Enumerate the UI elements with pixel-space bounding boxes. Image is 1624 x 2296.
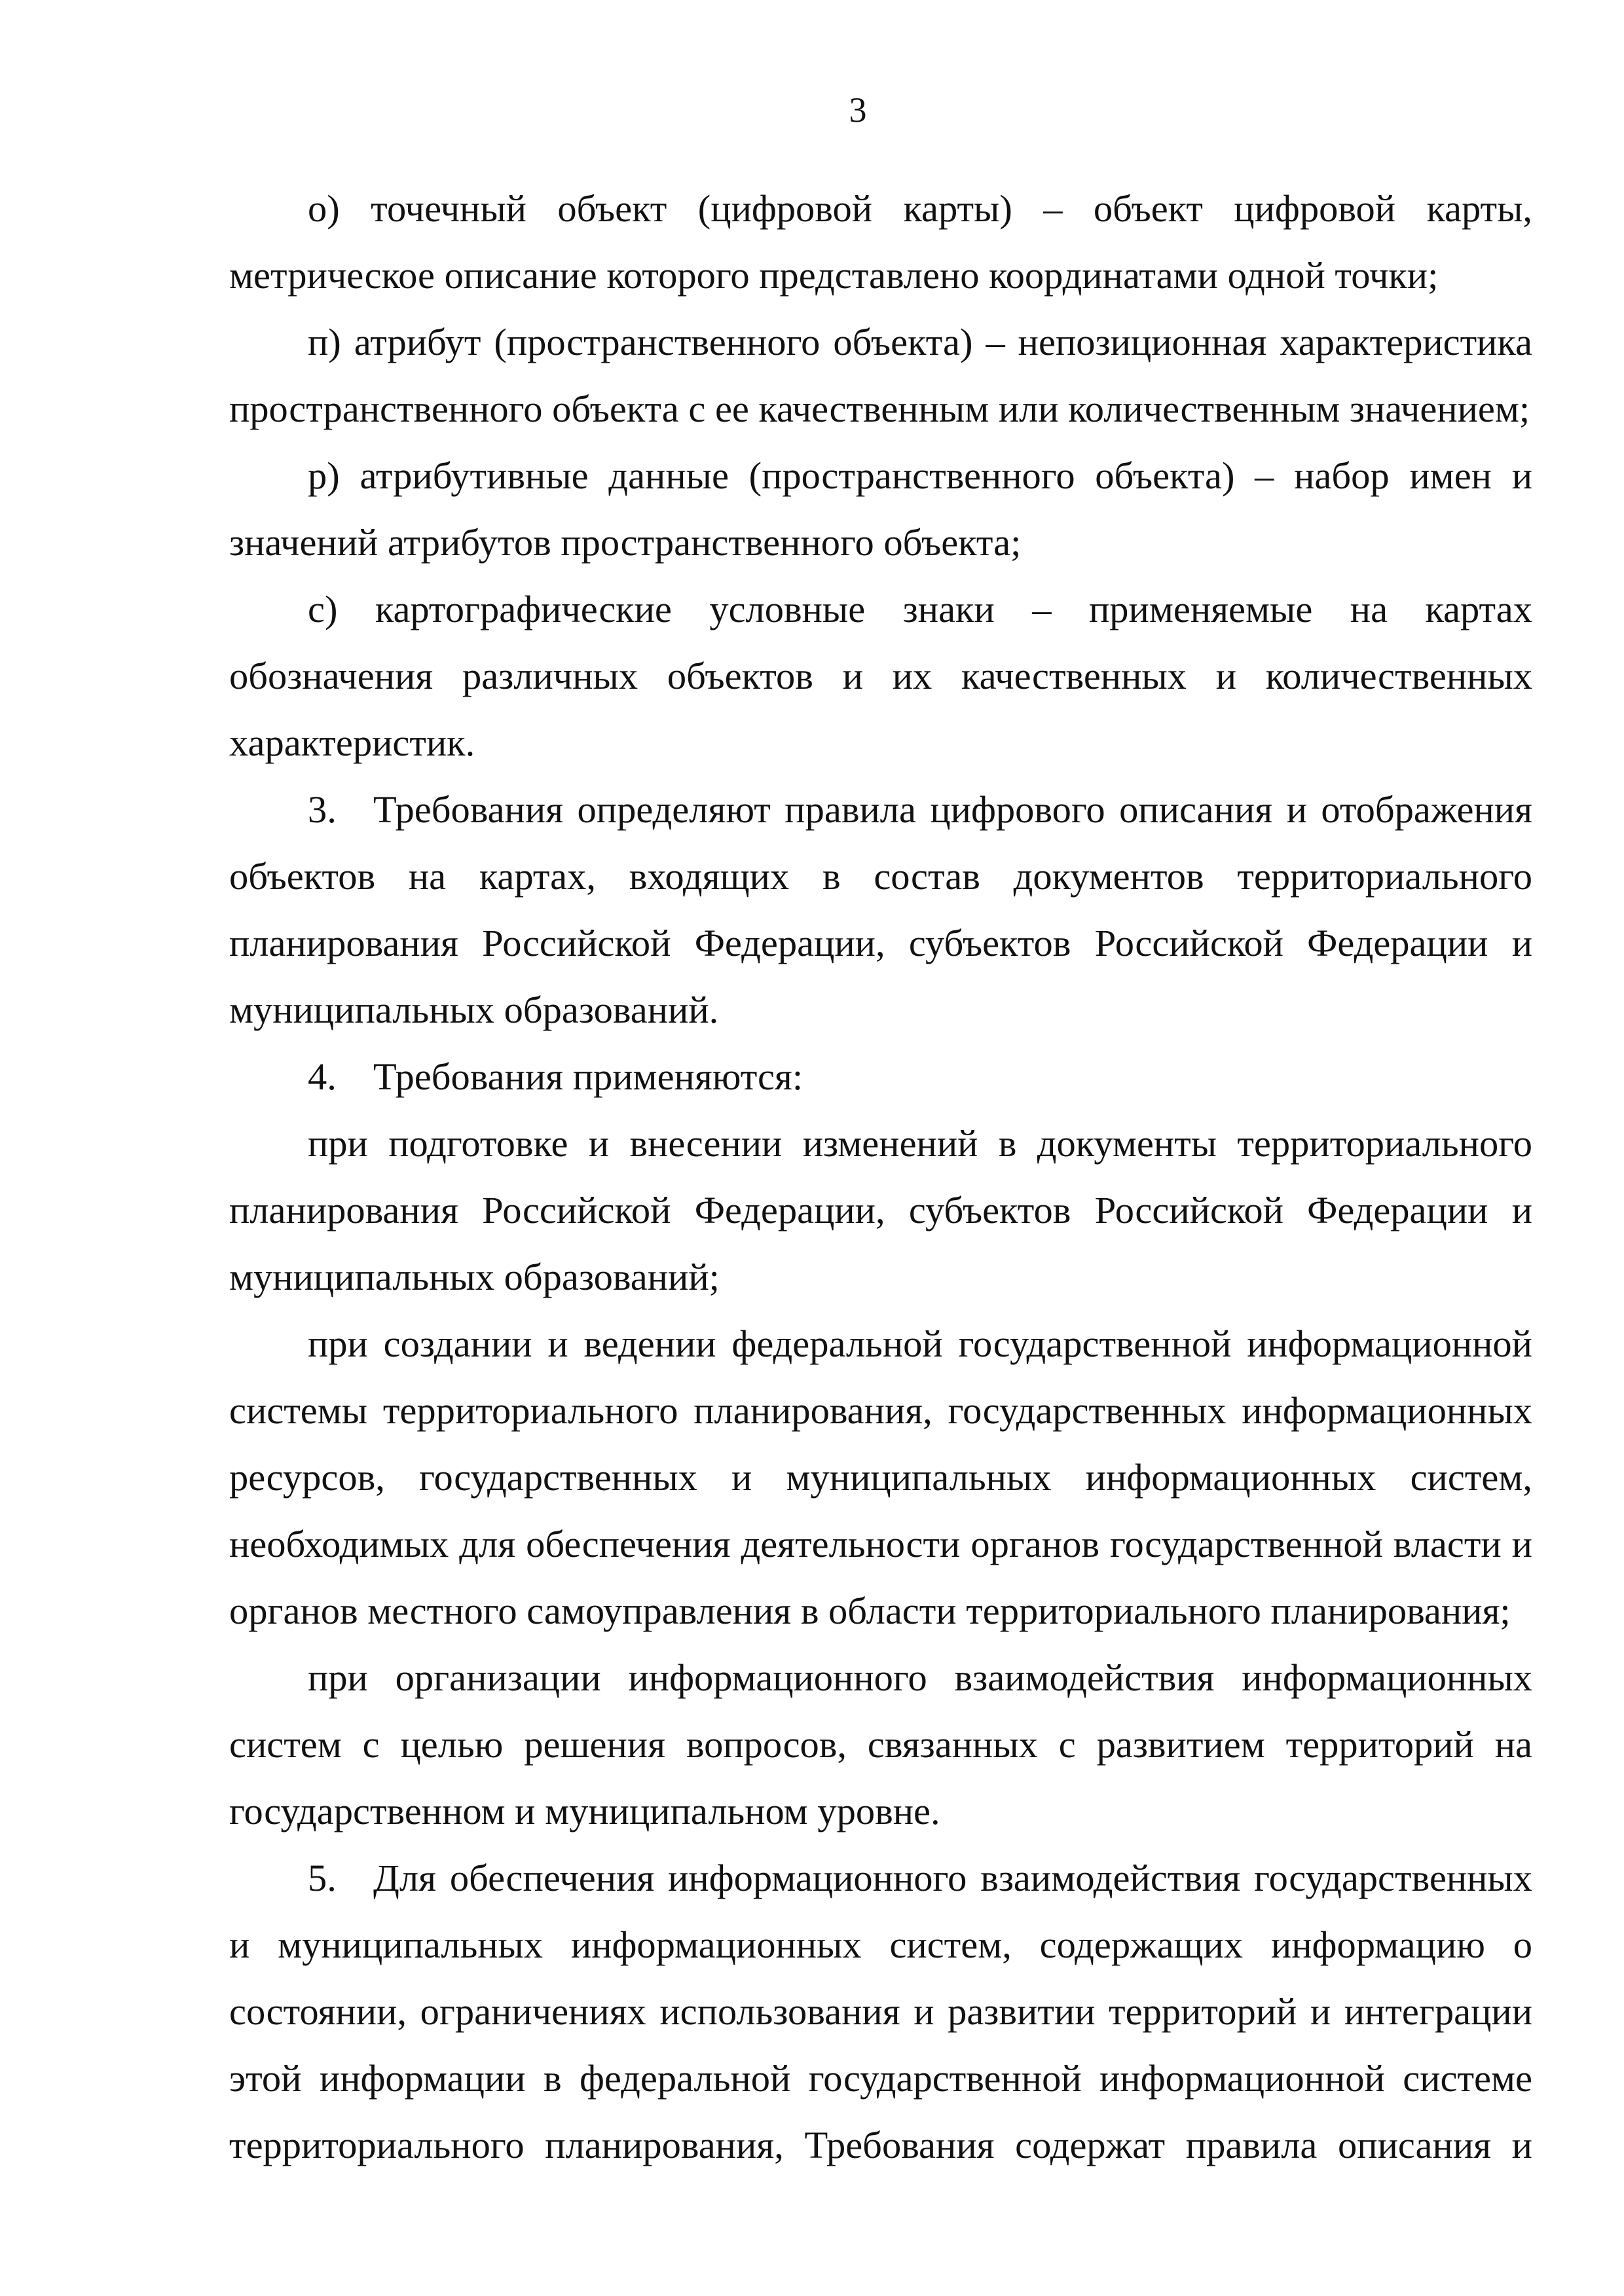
paragraph-text: Для обеспечения информационного взаимодействия государственных и муниципальных информационных систем, содержащих информацию о состоянии, ограничениях использования и развитии территорий и интеграции этой информации в федеральной государственной информационной системе территориального планирования, Требования содержат правила описания и (229, 1857, 1532, 2166)
paragraph-number: 3. (308, 788, 337, 831)
page-number: 3 (849, 90, 867, 130)
paragraph-item-o: о) точечный объект (цифровой карты) – объект цифровой карты, метрическое описание которого представлено координатами одной точки; (229, 187, 1532, 297)
paragraph-item-s: с) картографические условные знаки – применяемые на картах обозначения различных объектов и их качественных и количественных характеристик. (229, 588, 1532, 764)
paragraph-4 (229, 1044, 1532, 1110)
paragraph-text: Требования определяют правила цифрового описания и отображения объектов на картах, входящих в состав документов территориального планирования Российской Федерации, субъектов Российской Федерации и муниципальных образований. (229, 788, 1532, 1031)
paragraph-4-subitem-c: при организации информационного взаимодействия информационных систем с целью решения вопросов, связанных с развитием территорий на государственном и муниципальном уровне. (229, 1656, 1532, 1832)
paragraph-number: 5. (308, 1857, 337, 1899)
paragraph-5 (229, 1845, 1532, 2179)
paragraph-number: 4. (308, 1055, 337, 1098)
paragraph-item-p: п) атрибут (пространственного объекта) – непозиционная характеристика пространственного объекта с ее качественным или количественным значением; (229, 321, 1532, 430)
paragraph-4-subitem-a: при подготовке и внесении изменений в документы территориального планирования Российской Федерации, субъектов Российской Федерации и муниципальных образований; (229, 1122, 1532, 1298)
paragraph-4-subitem-b: при создании и ведении федеральной государственной информационной системы территориального планирования, государственных информационных ресурсов, государственных и муниципальных информационных систем, необходимых для обеспечения деятельности органов государственной власти и органов местного самоуправления в области территориального планирования; (229, 1322, 1532, 1632)
paragraph-text: Требования применяются: (373, 1055, 803, 1098)
document-body (229, 175, 1532, 2179)
paragraph-3 (229, 776, 1532, 1044)
paragraph-item-r: р) атрибутивные данные (пространственного объекта) – набор имен и значений атрибутов пространственного объекта; (229, 454, 1532, 564)
